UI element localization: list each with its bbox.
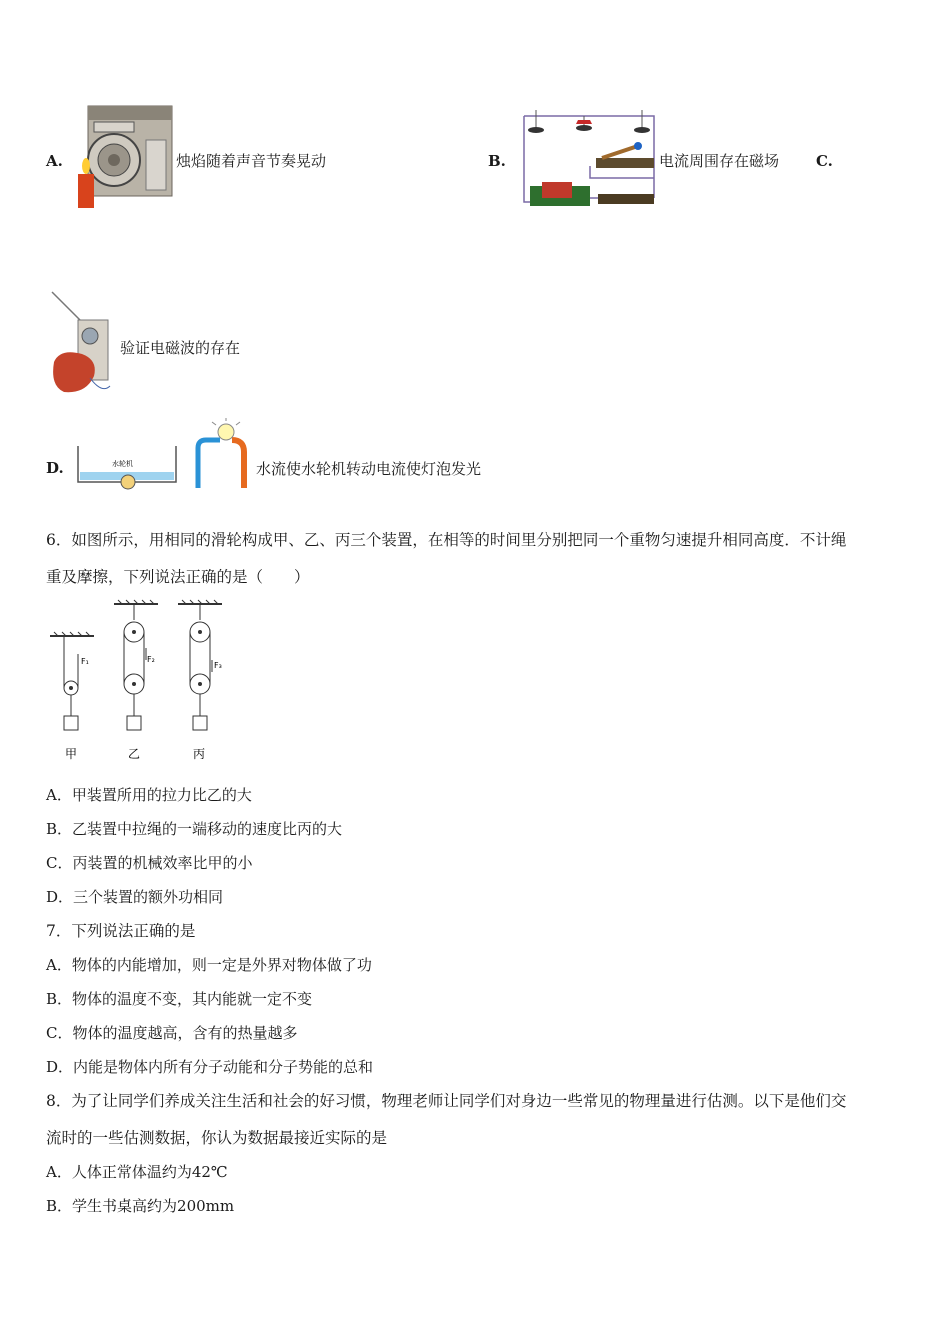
q6-stem-line2: 重及摩擦，下列说法正确的是（ ）	[46, 568, 310, 586]
figure-label-bing: 丙	[193, 747, 206, 761]
force-label-f1: F₁	[81, 657, 89, 666]
force-label-f3: F₃	[214, 661, 222, 670]
option-a-text: 烛焰随着声音节奏晃动	[176, 152, 327, 170]
speaker-candle-figure	[74, 100, 174, 212]
q8-option-b: B．学生书桌高约为200mm	[46, 1197, 235, 1215]
q6-option-c: C．丙装置的机械效率比甲的小	[46, 854, 253, 872]
circuit-magnet-icon	[520, 108, 658, 210]
q7-stem: 7．下列说法正确的是	[46, 922, 196, 940]
force-label-f2: F₂	[147, 655, 155, 664]
option-b-label: B.	[488, 152, 506, 170]
speaker-candle-icon	[74, 100, 174, 212]
q8-stem-line1: 8．为了让同学们养成关注生活和社会的好习惯，物理老师让同学们对身边一些常见的物理量进行估测。以下是他们交	[46, 1092, 847, 1110]
water-turbine-figure	[72, 418, 254, 492]
q7-option-c: C．物体的温度越高，含有的热量越多	[46, 1024, 298, 1042]
option-c-label: C.	[816, 152, 833, 170]
water-turbine-icon	[72, 418, 254, 492]
figure-label-jia: 甲	[65, 747, 78, 761]
option-a-label: A.	[46, 152, 63, 170]
option-b-text: 电流周围存在磁场	[659, 152, 780, 170]
q6-option-b: B．乙装置中拉绳的一端移动的速度比丙的大	[46, 820, 343, 838]
oersted-circuit-figure	[520, 108, 658, 210]
turbine-caption: 水轮机	[112, 460, 133, 468]
radio-figure	[50, 290, 114, 398]
q7-option-d: D．内能是物体内所有分子动能和分子势能的总和	[46, 1058, 374, 1076]
radio-hand-icon	[50, 290, 114, 398]
figure-label-yi: 乙	[128, 747, 141, 761]
q8-option-a: A．人体正常体温约为42℃	[46, 1163, 228, 1181]
q8-stem-line2: 流时的一些估测数据，你认为数据最接近实际的是	[46, 1129, 388, 1147]
option-c-text: 验证电磁波的存在	[120, 339, 241, 357]
q6-stem-line1: 6．如图所示，用相同的滑轮构成甲、乙、丙三个装置，在相等的时间里分别把同一个重物匀速提升相同高度．不计绳	[46, 531, 847, 549]
q7-option-a: A．物体的内能增加，则一定是外界对物体做了功	[46, 956, 372, 974]
option-d-label: D.	[46, 459, 64, 477]
pulley-figure	[46, 598, 236, 766]
q7-option-b: B．物体的温度不变，其内能就一定不变	[46, 990, 313, 1008]
q6-option-d: D．三个装置的额外功相同	[46, 888, 224, 906]
option-d-text: 水流使水轮机转动电流使灯泡发光	[256, 460, 482, 478]
pulley-systems-icon	[46, 598, 236, 766]
q6-option-a: A．甲装置所用的拉力比乙的大	[46, 786, 252, 804]
